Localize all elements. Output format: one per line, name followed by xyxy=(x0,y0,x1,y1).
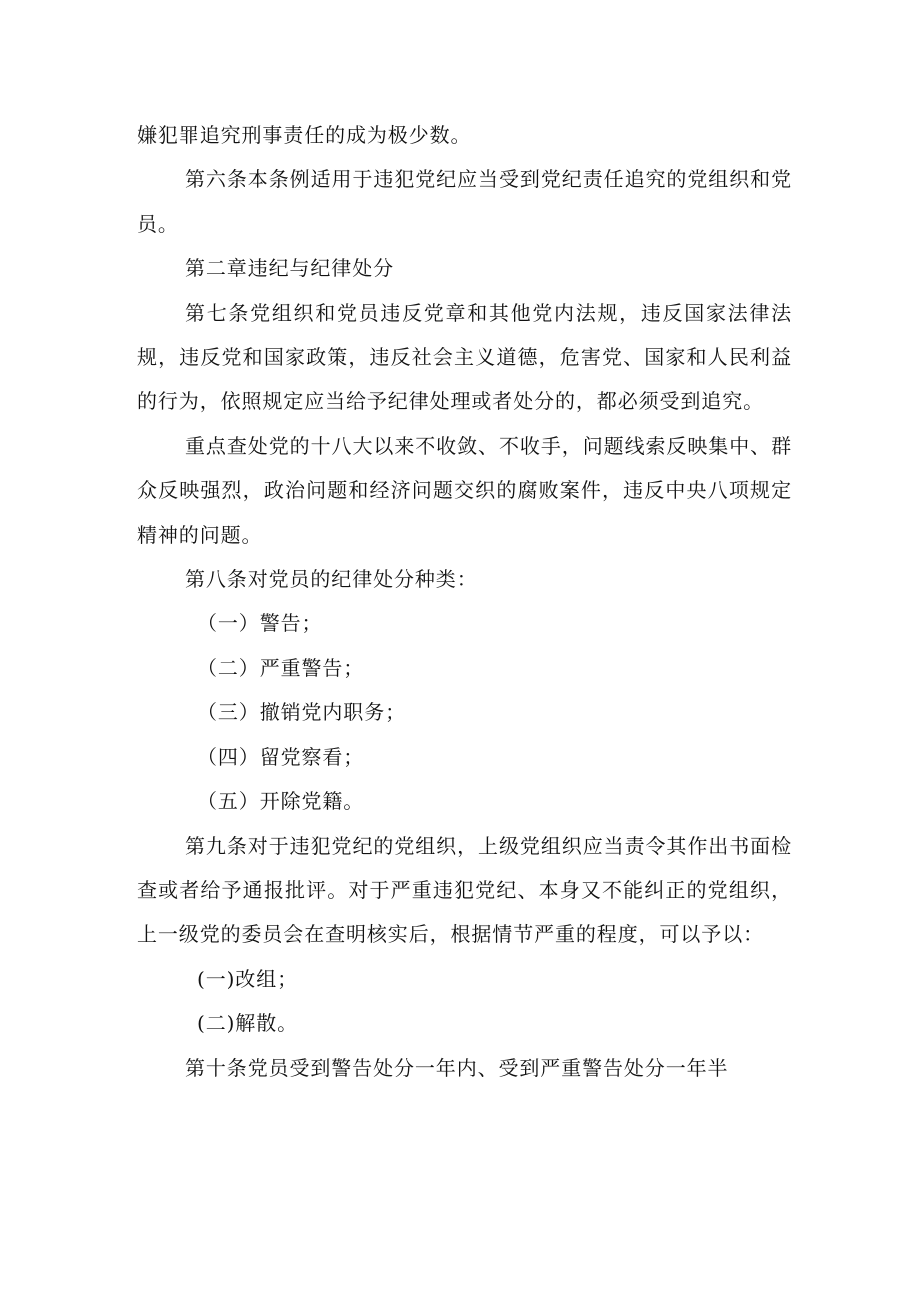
document-body xyxy=(137,113,792,1090)
paragraph-continuation: 嫌犯罪追究刑事责任的成为极少数。 xyxy=(137,123,472,147)
article-6: 第六条本条例适用于违犯党纪应当受到党纪责任追究的党组织和党员。 xyxy=(137,167,792,236)
list-item: （二）严重警告； xyxy=(197,655,365,680)
focus-paragraph: 重点查处党的十八大以来不收敛、不收手，问题线索反映集中、群众反映强烈，政治问题和经济问题交织的腐败案件，违反中央八项规定精神的问题。 xyxy=(137,433,792,547)
list-item: （一）警告； xyxy=(197,611,323,636)
list-item: （四）留党察看； xyxy=(197,744,365,769)
article-10: 第十条党员受到警告处分一年内、受到严重警告处分一年半 xyxy=(185,1055,729,1080)
list-item: （五）开除党籍。 xyxy=(197,789,365,814)
article-9: 第九条对于违犯党纪的党组织，上级党组织应当责令其作出书面检查或者给予通报批评。对于严重违犯党纪、本身又不能纠正的党组织，上一级党的委员会在查明核实后，根据情节严重的程度，可以予以： xyxy=(137,833,792,947)
list-item: （三）撤销党内职务； xyxy=(197,700,406,725)
chapter-2-heading: 第二章违纪与纪律处分 xyxy=(185,256,394,281)
list-item: (二)解散。 xyxy=(197,1011,299,1036)
article-8: 第八条对党员的纪律处分种类： xyxy=(185,567,478,592)
list-item: (一)改组； xyxy=(197,966,299,991)
article-7: 第七条党组织和党员违反党章和其他党内法规，违反国家法律法规，违反党和国家政策，违反社会主义道德，危害党、国家和人民利益的行为，依照规定应当给予纪律处理或者处分的，都必须受到追究。 xyxy=(137,300,792,414)
